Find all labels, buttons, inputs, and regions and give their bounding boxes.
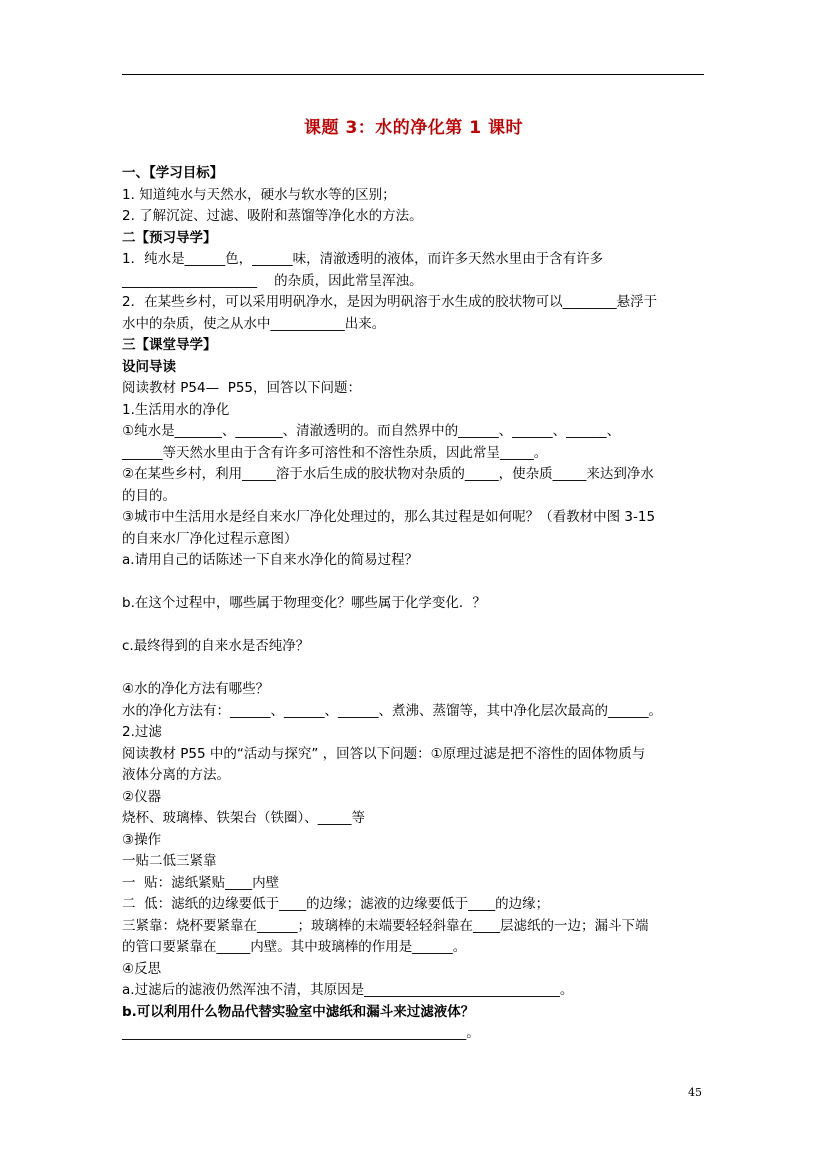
text-line: ④反思 — [122, 960, 162, 977]
text-line: b.可以利用什么物品代替实验室中滤纸和漏斗来过滤液体？ — [122, 1003, 475, 1020]
text-line: 2.过滤 — [122, 724, 162, 740]
text-line: 的自来水厂净化过程示意图） — [122, 530, 298, 547]
worksheet-body — [122, 163, 712, 1045]
text-line: ①纯水是_______、_______、清澈透明的。而自然界中的______、______、______、 — [122, 423, 621, 439]
text-line: 一 贴：滤纸紧贴____内壁 — [122, 874, 280, 891]
text-line: ___________________________________________________。 — [122, 1025, 480, 1041]
text-line: ____________________ 的杂质，因此常呈浑浊。 — [122, 272, 423, 289]
text-line: 阅读教材 P55 中的“活动与探究” ，回答以下问题：①原理过滤是把不溶性的固体物质与 — [122, 745, 646, 762]
blank-line — [122, 658, 712, 680]
text-line: 二【预习导学】 — [122, 229, 217, 246]
text-line: 烧杯、玻璃棒、铁架台（铁圈）、_____等 — [122, 810, 365, 826]
text-line: 二 低：滤纸的边缘要低于____的边缘；滤液的边缘要低于____的边缘； — [122, 896, 550, 912]
text-line: a.过滤后的滤液仍然浑浊不清，其原因是_____________________________。 — [122, 982, 574, 998]
text-line: 1．纯水是______色，______味，清澈透明的液体，而许多天然水里由于含有许多 — [122, 251, 604, 267]
text-line: 的目的。 — [122, 487, 176, 504]
text-line: ③操作 — [122, 831, 162, 848]
text-line: a.请用自己的话陈述一下自来水净化的简易过程？ — [122, 552, 419, 568]
text-line: 阅读教材 P54— P55，回答以下问题： — [122, 380, 362, 396]
page-number: 45 — [688, 1086, 702, 1099]
page-title: 课题 3：水的净化第 1 课时 — [304, 118, 523, 138]
header-rule — [122, 74, 704, 75]
blank-line — [122, 572, 712, 594]
blank-line — [122, 615, 712, 637]
text-line: 1. 知道纯水与天然水，硬水与软水等的区别； — [122, 186, 396, 203]
text-line: c.最终得到的自来水是否纯净？ — [122, 638, 310, 654]
text-line: b.在这个过程中，哪些属于物理变化？哪些属于化学变化．？ — [122, 595, 486, 611]
text-line: 一贴二低三紧靠 — [122, 853, 217, 869]
text-line: 水中的杂质，使之从水中___________出来。 — [122, 315, 386, 332]
text-line: 一、【学习目标】 — [122, 165, 224, 181]
text-line: 设问导读 — [122, 358, 176, 375]
text-line: 三紧靠：烧杯要紧靠在______；玻璃棒的末端要轻轻斜靠在____层滤纸的一边；漏斗下端 — [122, 917, 649, 934]
text-line: ④水的净化方法有哪些？ — [122, 681, 270, 697]
text-line: ______等天然水里由于含有许多可溶性和不溶性杂质，因此常呈_____。 — [122, 444, 548, 461]
text-line: ②仪器 — [122, 788, 162, 805]
text-line: 1.生活用水的净化 — [122, 401, 230, 418]
text-line: 的管口要紧靠在_____内壁。其中玻璃棒的作用是______。 — [122, 939, 467, 955]
text-line: 2．在某些乡村，可以采用明矾净水，是因为明矾溶于水生成的胶状物可以________悬浮于 — [122, 294, 658, 310]
text-line: 液体分离的方法。 — [122, 767, 230, 783]
text-line: ②在某些乡村，利用_____溶于水后生成的胶状物对杂质的_____，使杂质_____来达到净水 — [122, 466, 654, 482]
text-line: 2. 了解沉淀、过滤、吸附和蒸馏等净化水的方法。 — [122, 208, 423, 224]
text-line: ③城市中生活用水是经自来水厂净化处理过的，那么其过程是如何呢？（看教材中图 3-15 — [122, 509, 656, 525]
text-line: 水的净化方法有：______、______、______、煮沸、蒸馏等，其中净化层次最高的______。 — [122, 702, 662, 719]
text-line: 三【课堂导学】 — [122, 337, 217, 353]
